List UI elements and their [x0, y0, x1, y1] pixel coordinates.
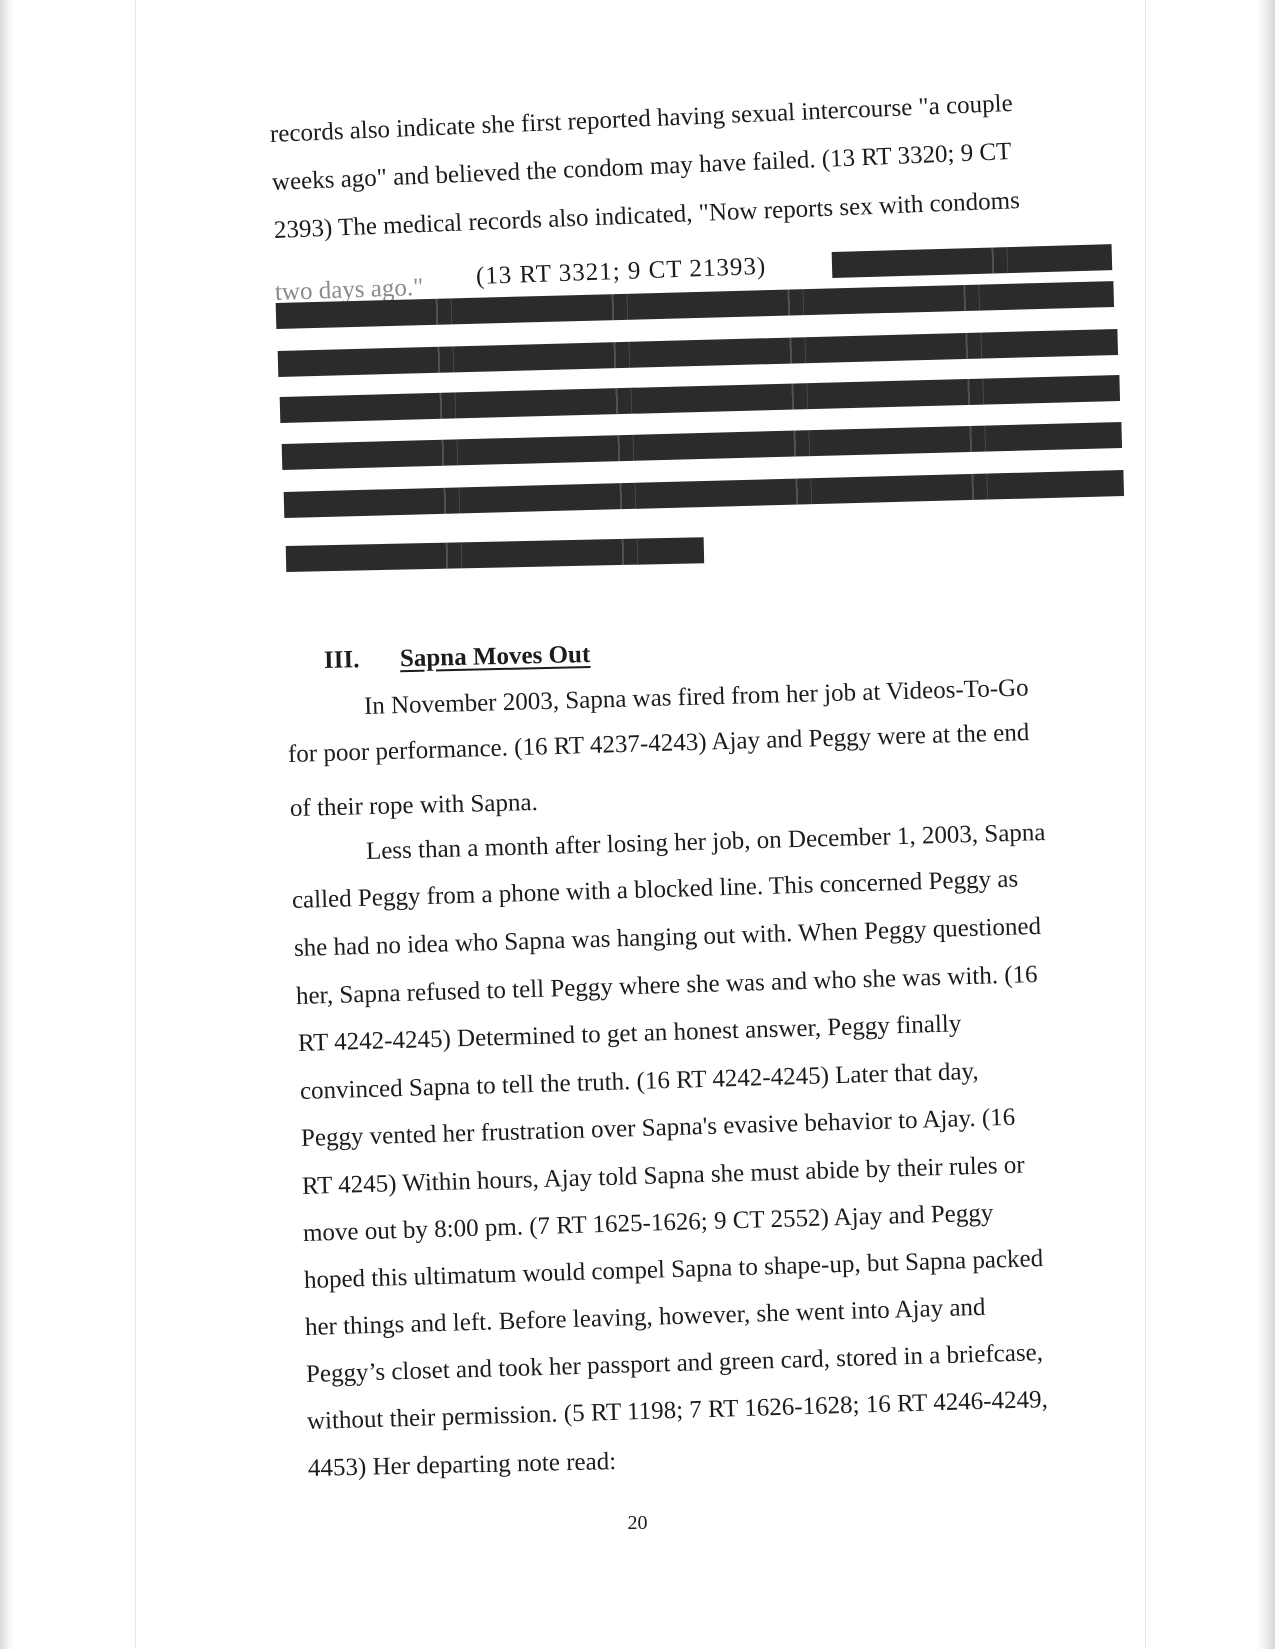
body-text-line: for poor performance. (16 RT 4237-4243) Ajay and Peggy were at the end — [287, 719, 1030, 768]
page-number: 20 — [627, 1512, 648, 1534]
body-text-line: weeks ago" and believed the condom may have failed. (13 RT 3320; 9 CT — [271, 138, 1012, 196]
scan-edge-left — [0, 0, 14, 1649]
body-text-line: she had no idea who Sapna was hanging out with. When Peggy questioned — [293, 912, 1042, 962]
body-text-line: called Peggy from a phone with a blocked line. This concerned Peggy as — [291, 865, 1019, 914]
section-heading — [324, 641, 591, 675]
section-number: III. — [323, 646, 360, 674]
body-text-line: RT 4242-4245) Determined to get an honest answer, Peggy finally — [297, 1010, 962, 1057]
redaction-bar — [278, 329, 1118, 377]
body-text-line: records also indicate she first reported having sexual intercourse "a couple — [269, 89, 1014, 148]
body-text-line: Peggy’s closet and took her passport and green card, stored in a briefcase, — [305, 1339, 1044, 1388]
body-text-line: 2393) The medical records also indicated, "Now reports sex with condoms — [273, 187, 1021, 244]
body-text-line: of their rope with Sapna. — [289, 788, 539, 822]
body-text-line: hoped this ultimatum would compel Sapna to shape-up, but Sapna packed — [303, 1245, 1044, 1294]
scan-artifact-line — [135, 0, 136, 1649]
body-text-line: convinced Sapna to tell the truth. (16 RT 4242-4245) Later that day, — [299, 1057, 979, 1105]
body-text-line: 4453) Her departing note read: — [307, 1448, 617, 1482]
redaction-bar — [832, 244, 1113, 278]
faded-text-fragment: two days ago." — [274, 273, 424, 306]
body-text-line: Peggy vented her frustration over Sapna's evasive behavior to Ajay. (16 — [300, 1103, 1016, 1152]
body-text-line: without their permission. (5 RT 1198; 7 RT 1626-1628; 16 RT 4246-4249, — [306, 1386, 1049, 1435]
body-text-line: her, Sapna refused to tell Peggy where she was and who she was with. (16 — [295, 960, 1038, 1010]
body-text-line: RT 4245) Within hours, Ajay told Sapna she must abide by their rules or — [301, 1151, 1025, 1200]
scan-edge-right — [1257, 0, 1275, 1649]
section-title: Sapna Moves Out — [399, 640, 591, 673]
body-text-line: her things and left. Before leaving, however, she went into Ajay and — [304, 1293, 986, 1341]
redaction-bar — [280, 375, 1120, 423]
body-text-line: In November 2003, Sapna was fired from her job at Videos-To-Go — [363, 674, 1029, 720]
body-text-line: move out by 8:00 pm. (7 RT 1625-1626; 9 CT 2552) Ajay and Peggy — [302, 1199, 994, 1247]
redaction-bar — [286, 537, 704, 572]
citation-text: (13 RT 3321; 9 CT 21393) — [475, 252, 767, 290]
body-text-line: Less than a month after losing her job, on December 1, 2003, Sapna — [365, 819, 1046, 865]
redaction-bar — [284, 470, 1124, 518]
scan-artifact-line — [1145, 0, 1146, 1649]
redaction-bar — [282, 422, 1122, 470]
